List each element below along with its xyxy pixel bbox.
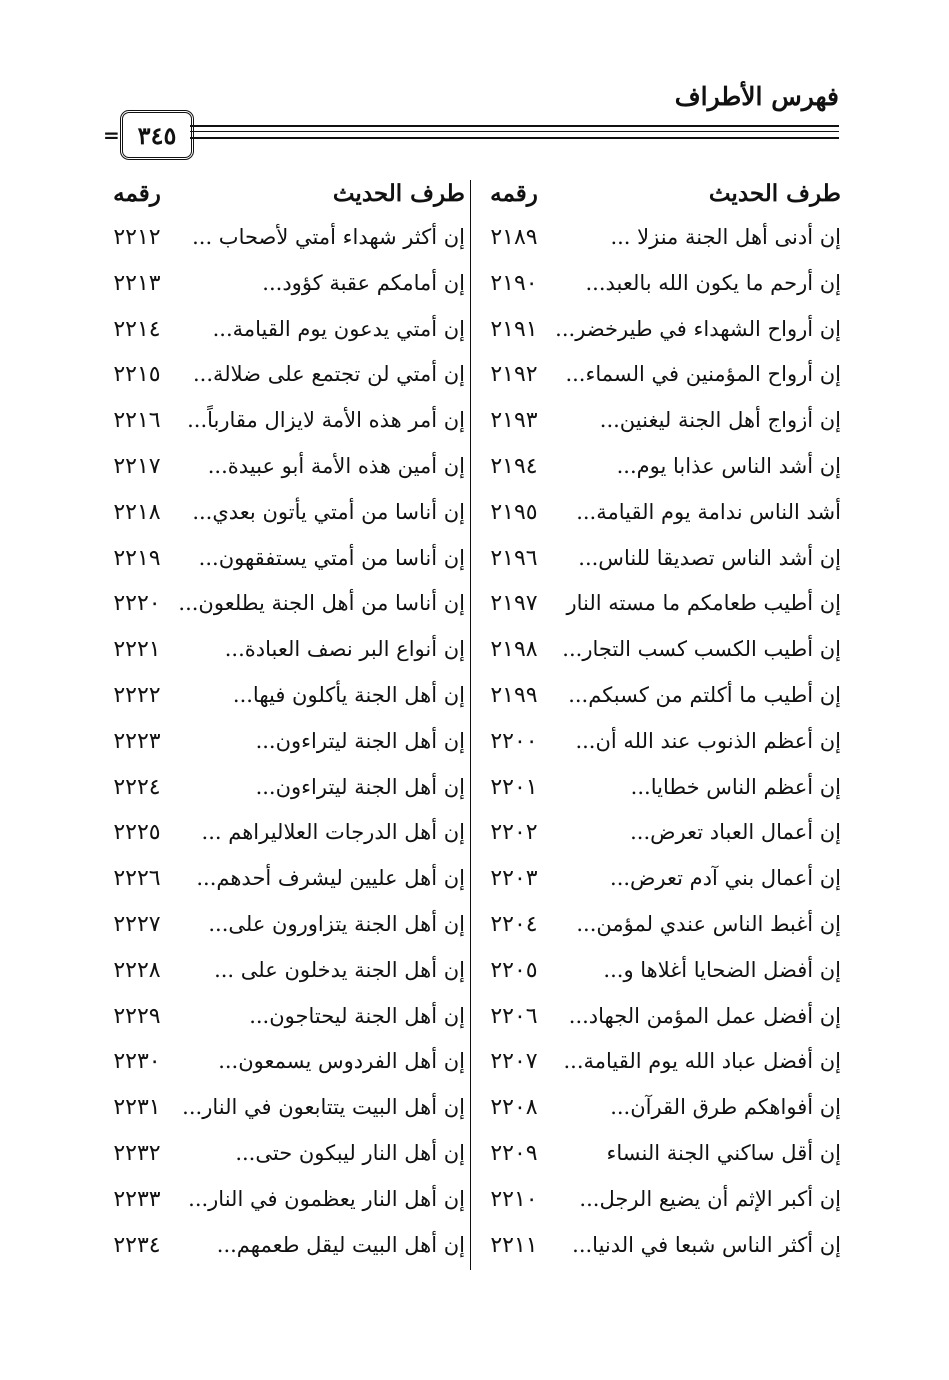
hadith-text-left: إن أهل الجنة ليتراءون... [255,774,465,799]
hadith-number-left: ٢٢٢٤ [113,774,161,800]
hadith-text-left: إن أكثر شهداء أمتي لأصحاب ... [192,225,465,249]
hadith-number-left: ٢٢٢٥ [113,820,161,846]
table-row [0,221,949,267]
hadith-number-right: ٢١٩٣ [490,408,538,434]
hadith-text-left: إن أهل عليين ليشرف أحدهم... [196,866,465,891]
hadith-text-right: إن أرواح المؤمنين في السماء... [565,362,841,387]
table-row [0,1091,949,1137]
table-row [0,862,949,908]
header-col1-num: رقمه [490,180,538,207]
hadith-text-left: إن أناسا من أهل الجنة يطلعون... [178,591,465,616]
hadith-text-left: إن أمر هذه الأمة لايزال مقارباً... [187,408,465,433]
hadith-number-right: ٢١٩٧ [490,591,538,617]
hadith-number-right: ٢٢٠٠ [490,728,538,754]
table-row [0,1137,949,1183]
hadith-text-left: إن أهل الجنة يدخلون على ... [214,957,465,982]
hadith-text-right: إن أفضل الضحايا أغلاها و... [603,957,841,982]
hadith-number-left: ٢٢١٩ [113,545,161,571]
hadith-text-right: إن أكبر الإثم أن يضيع الرجل... [579,1186,841,1211]
hadith-text-right: إن أطيب ما أكلتم من كسبكم... [568,682,841,707]
hadith-text-left: إن أمين هذه الأمة أبو عبيدة... [207,453,465,478]
hadith-text-left: إن أهل الجنة ليتراءون... [255,728,465,753]
hadith-number-right: ٢٢٠٨ [490,1095,538,1121]
hadith-text-left: إن أهل البيت يتتابعون في النار... [182,1095,465,1120]
hadith-text-left: إن أهل الجنة يأكلون فيها... [232,682,465,707]
hadith-number-left: ٢٢٣٣ [113,1186,161,1212]
hadith-text-right: إن أفضل عباد الله يوم القيامة... [563,1049,841,1074]
hadith-text-right: إن أعمال العباد تعرض... [630,820,841,845]
hadith-number-left: ٢٢٢٨ [113,957,161,983]
hadith-number-left: ٢٢١٨ [113,499,161,525]
header-col2-text: طرف الحديث [332,180,465,207]
hadith-text-right: إن أعظم الناس خطايا... [630,774,841,799]
hadith-text-left: إن أمتي لن تجتمع على ضلالة... [192,362,465,387]
hadith-text-right: إن أطيب الكسب كسب التجار... [562,637,841,662]
hadith-number-left: ٢٢١٦ [113,408,161,434]
table-row [0,313,949,359]
hadith-text-left: إن أهل النار يعظمون في النار... [188,1186,465,1211]
hadith-number-right: ٢٢٠٩ [490,1140,538,1166]
hadith-number-left: ٢٢١٤ [113,316,161,342]
table-row [0,587,949,633]
table-row [0,633,949,679]
hadith-text-left: إن أناسا من أمتي يأتون بعدي... [192,499,465,524]
hadith-number-left: ٢٢١٧ [113,453,161,479]
hadith-text-right: إن أزواج أهل الجنة ليغنين... [599,408,841,433]
table-row [0,816,949,862]
hadith-number-left: ٢٢٢٩ [113,1003,161,1029]
page-number-box [120,110,194,160]
hadith-number-right: ٢١٩٨ [490,637,538,663]
hadith-text-left: إن أهل البيت ليقل طعمهم... [216,1232,465,1257]
hadith-text-left: إن أهل النار ليبكون حتى... [235,1140,465,1165]
table-row [0,358,949,404]
hadith-number-right: ٢١٩٦ [490,545,538,571]
hadith-text-right: إن أفضل عمل المؤمن الجهاد... [568,1003,841,1028]
hadith-number-right: ٢٢٠٥ [490,957,538,983]
hadith-text-right: إن أرواح الشهداء في طيرخضر... [555,316,841,341]
header-rule-thick [190,125,839,127]
hadith-number-right: ٢٢١٠ [490,1186,538,1212]
table-row [0,1045,949,1091]
hadith-text-right: إن أشد الناس عذابا يوم... [616,453,841,478]
hadith-text-right: أشد الناس ندامة يوم القيامة... [576,499,841,524]
hadith-text-right: إن أكثر الناس شبعا في الدنيا... [572,1232,841,1257]
hadith-number-left: ٢٢١٢ [113,225,161,250]
hadith-text-left: إن أمتي يدعون يوم القيامة... [212,316,465,341]
table-row [0,771,949,817]
hadith-number-left: ٢٢١٣ [113,270,161,296]
hadith-number-right: ٢١٩٠ [490,270,538,296]
hadith-number-left: ٢٢٢٢ [113,682,161,708]
hadith-number-left: ٢٢٣٤ [113,1232,161,1258]
hadith-number-right: ٢٢١١ [490,1232,538,1258]
table-row [0,725,949,771]
table-row [0,267,949,313]
hadith-number-right: ٢٢٠٢ [490,820,538,846]
hadith-text-right: إن أغبط الناس عندي لمؤمن... [576,911,841,936]
hadith-number-right: ٢٢٠٤ [490,911,538,937]
hadith-number-right: ٢١٩٩ [490,682,538,708]
hadith-number-right: ٢١٩٢ [490,362,538,388]
table-row [0,954,949,1000]
hadith-text-left: إن أمامكم عقبة كؤود... [262,270,465,295]
table-row [0,679,949,725]
hadith-number-right: ٢١٨٩ [490,225,538,250]
hadith-text-right: إن أقل ساكني الجنة النساء [606,1140,841,1165]
header-rule-thin [190,131,839,132]
hadith-number-left: ٢٢٢٣ [113,728,161,754]
table-row [0,1183,949,1229]
hadith-number-left: ٢٢٣٢ [113,1140,161,1166]
hadith-text-left: إن أنواع البر نصف العبادة... [224,637,465,662]
hadith-number-left: ٢٢٢٧ [113,911,161,937]
hadith-text-left: إن أهل الجنة ليحتاجون... [249,1003,465,1028]
hadith-text-right: إن أرحم ما يكون الله بالعبد... [585,270,841,295]
hadith-number-left: ٢٢٢٦ [113,866,161,892]
hadith-text-right: إن أعظم الذنوب عند الله أن... [575,728,841,753]
hadith-text-right: إن أدنى أهل الجنة منزلا ... [610,225,841,249]
hadith-number-right: ٢١٩٥ [490,499,538,525]
table-row [0,1229,949,1275]
table-row [0,1000,949,1046]
hadith-text-left: إن أهل الفردوس يسمعون... [218,1049,465,1074]
hadith-number-left: ٢٢٢١ [113,637,161,663]
hadith-text-right: إن أشد الناس تصديقا للناس... [578,545,841,570]
page-number-dash: = [103,123,120,147]
hadith-text-right: إن أطيب طعامكم ما مسته النار [566,591,841,616]
hadith-text-left: إن أهل الجنة يتزاورون على... [208,911,465,936]
table-row [0,450,949,496]
hadith-text-left: إن أناسا من أمتي يستفقهون... [198,545,465,570]
page-number: ٣٤٥ [137,120,177,150]
hadith-number-right: ٢٢٠٧ [490,1049,538,1075]
hadith-number-left: ٢٢٣١ [113,1095,161,1121]
table-row [0,908,949,954]
hadith-number-left: ٢٢١٥ [113,362,161,388]
table-row [0,542,949,588]
hadith-number-right: ٢٢٠٦ [490,1003,538,1029]
table-row [0,404,949,450]
hadith-number-left: ٢٢٢٠ [113,591,161,617]
table-row [0,496,949,542]
hadith-number-left: ٢٢٣٠ [113,1049,161,1075]
hadith-number-right: ٢١٩٤ [490,453,538,479]
index-table [0,221,949,1274]
hadith-text-right: إن أفواهكم طرق القرآن... [610,1095,841,1120]
hadith-number-right: ٢٢٠١ [490,774,538,800]
hadith-text-right: إن أعمال بني آدم تعرض... [610,866,841,891]
header-col1-text: طرف الحديث [708,180,841,207]
hadith-number-right: ٢١٩١ [490,316,538,342]
hadith-text-left: إن أهل الدرجات العلاليراهم ... [201,820,465,845]
page-title: فهرس الأطراف [674,82,839,111]
header-col2-num: رقمه [113,180,161,207]
hadith-number-right: ٢٢٠٣ [490,866,538,892]
header-rule-bottom [190,137,839,139]
